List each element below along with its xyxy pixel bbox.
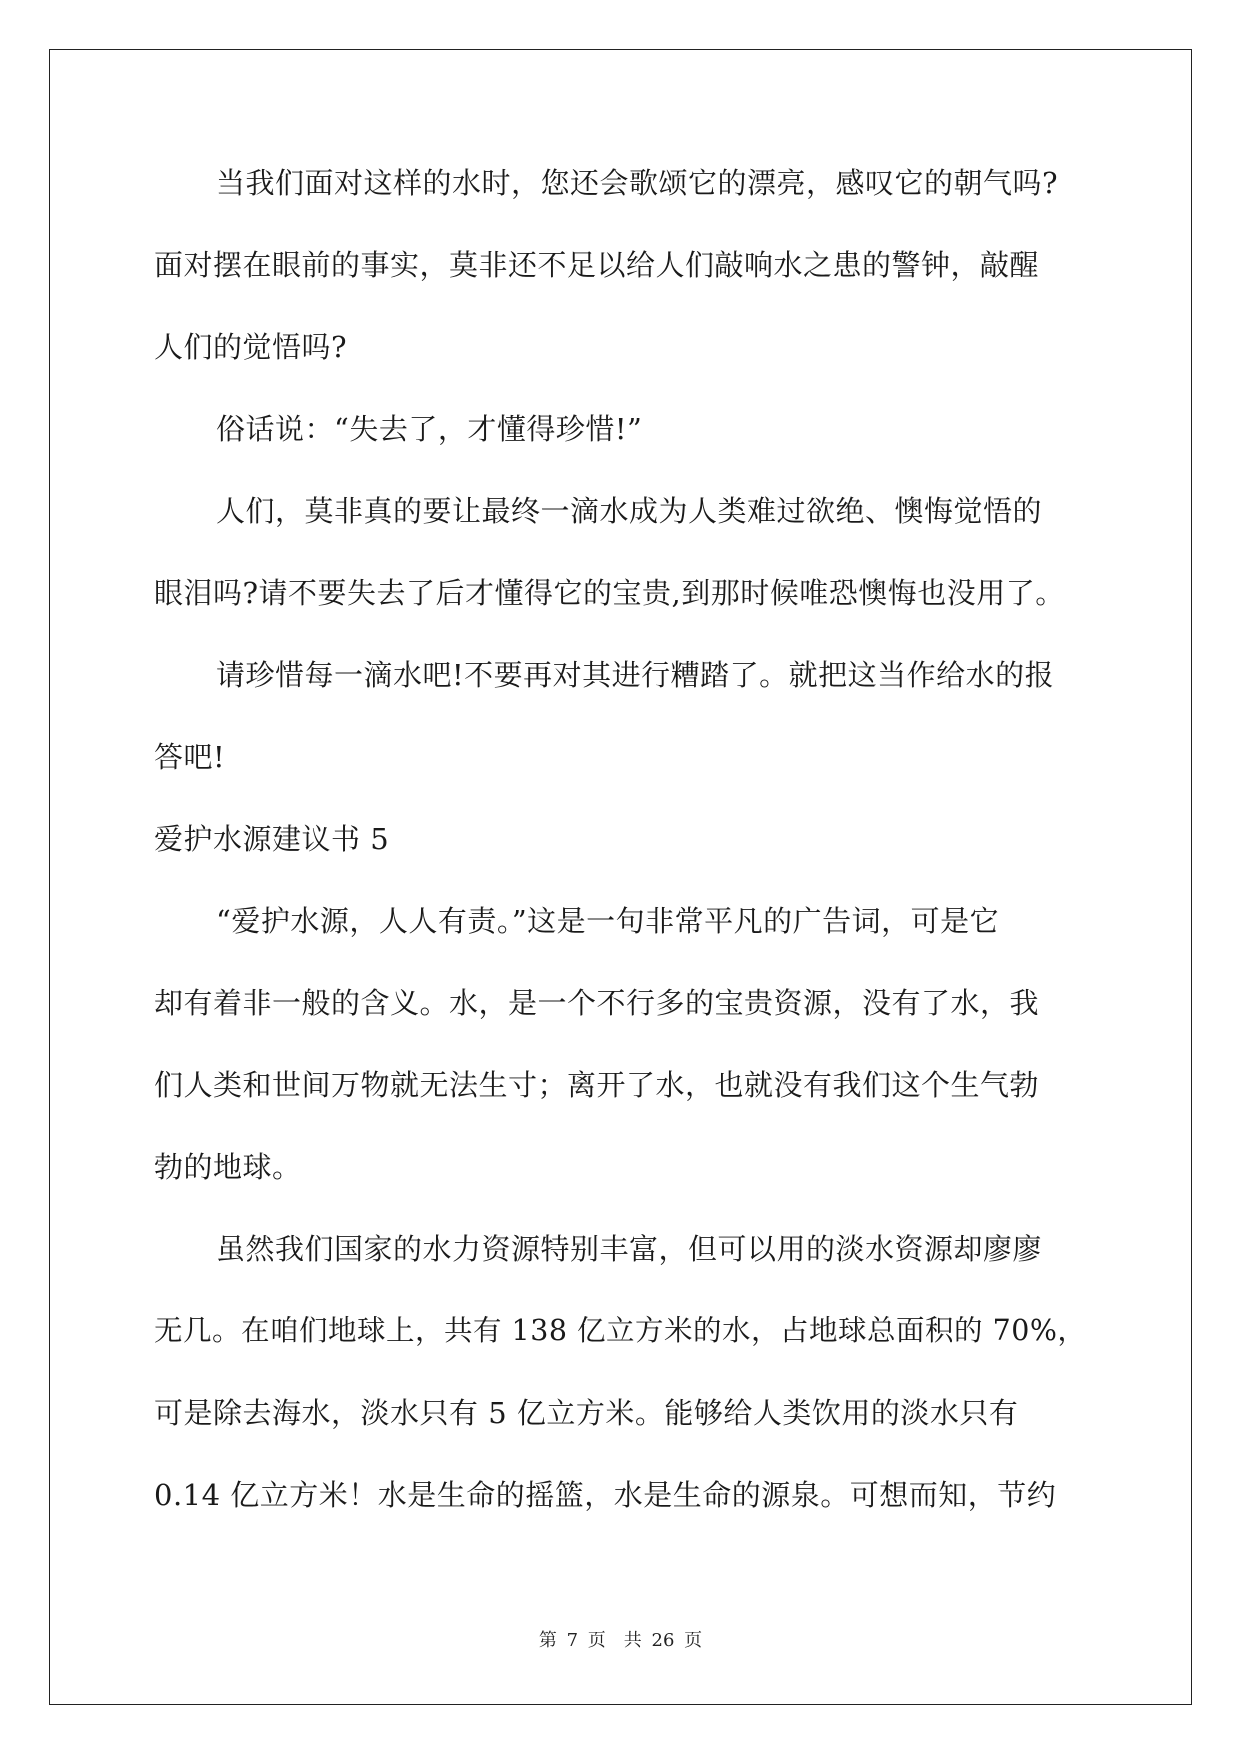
page-number: 第 7 页 [538, 1630, 606, 1651]
paragraph-line: 却有着非一般的含义。水，是一个不行多的宝贵资源，没有了水，我 [154, 986, 1040, 1020]
paragraph-line: 俗话说：“失去了，才懂得珍惜!” [216, 412, 643, 446]
paragraph-line: 虽然我们国家的水力资源特别丰富，但可以用的淡水资源却廖廖 [216, 1232, 1043, 1266]
document-body [154, 163, 1096, 1557]
paragraph-line: 当我们面对这样的水时，您还会歌颂它的漂亮，感叹它的朝气吗? [216, 166, 1059, 200]
paragraph-line: 答吧! [154, 740, 226, 774]
paragraph-line: 0.14 亿立方米！水是生命的摇篮，水是生命的源泉。可想而知，节约 [154, 1478, 1057, 1512]
paragraph-line: 可是除去海水，淡水只有 5 亿立方米。能够给人类饮用的淡水只有 [154, 1396, 1019, 1430]
paragraph-line: 们人类和世间万物就无法生寸；离开了水，也就没有我们这个生气勃 [154, 1068, 1040, 1102]
page-total: 共 26 页 [623, 1630, 703, 1651]
paragraph-line: 面对摆在眼前的事实，莫非还不足以给人们敲响水之患的警钟，敲醒 [154, 248, 1040, 282]
paragraph-line: 无几。在咱们地球上，共有 138 亿立方米的水，占地球总面积的 70%， [154, 1314, 1087, 1347]
paragraph-line: “爱护水源，人人有责。”这是一句非常平凡的广告词，可是它 [216, 904, 1000, 938]
page-footer [0, 1626, 1241, 1652]
paragraph-line: 勃的地球。 [154, 1150, 302, 1184]
paragraph-line: 请珍惜每一滴水吧!不要再对其进行糟踏了。就把这当作给水的报 [216, 658, 1055, 692]
paragraph-line: 眼泪吗?请不要失去了后才懂得它的宝贵,到那时候唯恐懊悔也没用了。 [154, 576, 1065, 610]
paragraph-line: 人们，莫非真的要让最终一滴水成为人类难过欲绝、懊悔觉悟的 [216, 494, 1043, 528]
paragraph-line: 人们的觉悟吗? [154, 330, 348, 364]
section-heading: 爱护水源建议书 5 [154, 822, 390, 856]
